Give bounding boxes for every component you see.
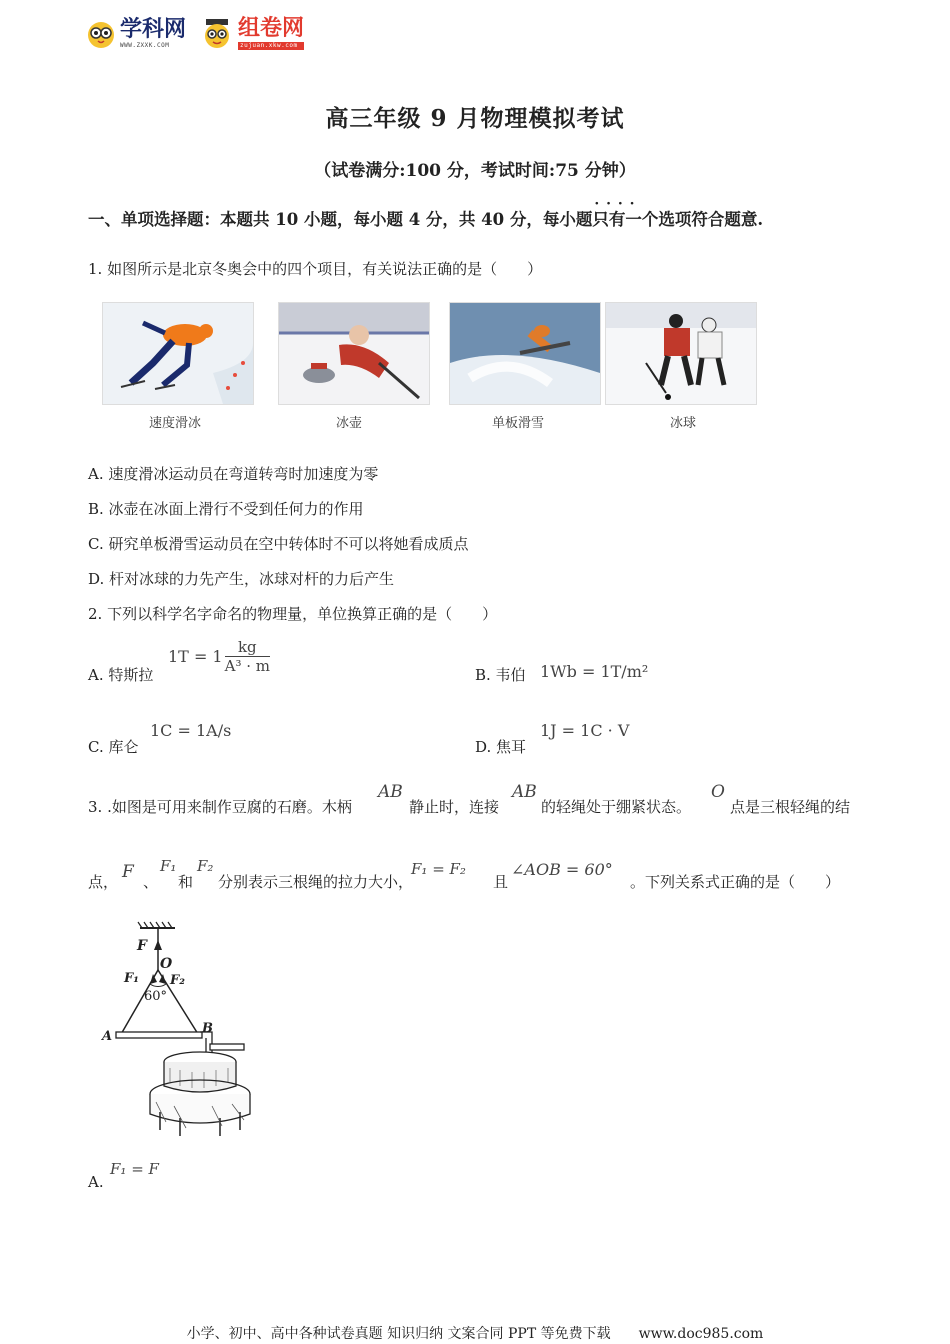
angle-arc <box>150 984 166 987</box>
curling-image <box>278 302 430 405</box>
label-angle: 60° <box>144 989 168 1004</box>
q3-text-3: 的轻绳处于绷紧状态。 <box>541 798 692 816</box>
q3-text-5: 点， <box>88 873 119 891</box>
q2-option-a-formula <box>168 638 270 675</box>
q3-math-eq1: F₁ = F₂ <box>411 860 466 878</box>
q3-text-7: 和 <box>178 873 194 891</box>
zujuanwang-logo <box>200 17 304 51</box>
q1-stem: 1. 如图所示是北京冬奥会中的四个项目，有关说法正确的是（ ） <box>88 260 543 278</box>
arrow-f2 <box>159 974 166 984</box>
q3-math-f2: F₂ <box>197 857 214 875</box>
section-heading <box>88 206 763 230</box>
q1-option-b: B. 冰壶在冰面上滑行不受到任何力的作用 <box>88 500 364 518</box>
ice-hockey-image <box>605 302 757 405</box>
q3-math-ab-1: AB <box>378 782 403 802</box>
q2-option-a-denominator: A³ · m <box>224 657 270 675</box>
q3-text-1: 3. .如图是可用来制作豆腐的石磨。木柄 <box>88 798 352 816</box>
speed-skating-image <box>102 302 254 405</box>
caption-curling: 冰壶 <box>335 416 362 431</box>
caption-ice-hockey: 冰球 <box>669 416 696 431</box>
page-footer: 小学、初中、高中各种试卷真题 知识归纳 文案合同 PPT 等免费下载 www.doc985.com <box>186 1326 764 1342</box>
section-heading-emphasis: 只有一个 · · <box>592 210 658 229</box>
label-f: F <box>137 938 147 954</box>
exam-subtitle: （试卷满分:100 分，考试时间:75 分钟） <box>314 161 636 181</box>
section-heading-before: 一、单项选择题：本题共 10 小题，每小题 4 分，共 40 分，每小题 <box>88 210 593 229</box>
label-o: O <box>160 956 173 972</box>
snowboarding-image <box>449 302 601 405</box>
q1-option-c: C. 研究单板滑雪运动员在空中转体时不可以将她看成质点 <box>88 535 469 553</box>
q3-text-8: 分别表示三根绳的拉力大小， <box>218 873 414 891</box>
arrow-f <box>154 940 162 950</box>
owl-mascot-icon <box>86 19 116 49</box>
q3-option-a-label: A. <box>88 1173 104 1191</box>
label-a: A <box>102 1029 113 1044</box>
q2-option-b-formula: 1Wb = 1T/m² <box>540 662 649 681</box>
q2-option-a-fraction <box>225 638 270 675</box>
arrow-f1 <box>150 974 157 984</box>
q3-math-ab-2: AB <box>512 782 537 802</box>
q3-text-9: 且 <box>493 873 509 891</box>
q3-text-2: 静止时，连接 <box>409 798 500 816</box>
logo-right-url: zujuan.xkw.com <box>238 42 304 50</box>
q2-option-a-numerator: kg <box>225 638 270 657</box>
section-heading-after: 选项符合题意. <box>658 210 764 229</box>
q3-math-f: F <box>122 862 134 882</box>
q3-text-10: 。下列关系式正确的是（ ） <box>630 873 841 891</box>
q3-math-eq2: ∠AOB = 60° <box>511 860 613 879</box>
q3-math-f1: F₁ <box>160 857 177 875</box>
logo-left-name: 学科网 <box>120 17 187 42</box>
q2-option-c-formula: 1C = 1A/s <box>150 721 232 740</box>
q3-text-6: 、 <box>143 873 159 891</box>
q1-option-d: D. 杆对冰球的力先产生，冰球对杆的力后产生 <box>88 570 395 588</box>
q2-stem: 2. 下列以科学名字命名的物理量，单位换算正确的是（ ） <box>88 605 498 623</box>
header-logos <box>86 14 304 54</box>
logo-left-url: WWW.ZXXK.COM <box>120 42 170 49</box>
ceiling-hatch <box>138 922 175 928</box>
q1-option-a: A. 速度滑冰运动员在弯道转弯时加速度为零 <box>88 465 379 483</box>
caption-snowboarding: 单板滑雪 <box>491 416 544 431</box>
exam-title: 高三年级 9 月物理模拟考试 <box>325 105 625 132</box>
q3-text-4: 点是三根轻绳的结 <box>730 798 851 816</box>
label-f1: F₁ <box>124 971 139 986</box>
cartoon-mascot-icon <box>200 17 234 51</box>
label-f2: F₂ <box>170 973 185 988</box>
logo-right-name: 组卷网 <box>238 16 305 41</box>
caption-speed-skating: 速度滑冰 <box>148 416 201 431</box>
q2-option-a-label: A. 特斯拉 <box>88 666 154 684</box>
stone-mill-figure <box>100 918 260 1140</box>
q2-option-b-label: B. 韦伯 <box>475 666 526 684</box>
xuekewang-logo <box>86 19 186 49</box>
q2-option-d-label: D. 焦耳 <box>475 738 527 756</box>
stone-mill <box>150 1052 250 1136</box>
q3-math-o: O <box>711 782 725 802</box>
mill-handle <box>116 1032 244 1056</box>
label-b: B <box>202 1021 213 1036</box>
q2-option-c-label: C. 库仑 <box>88 738 139 756</box>
q2-option-a-lhs: 1T = 1 <box>168 647 223 666</box>
q3-option-a-formula: F₁ = F <box>110 1160 159 1178</box>
q2-option-d-formula: 1J = 1C · V <box>540 721 630 740</box>
